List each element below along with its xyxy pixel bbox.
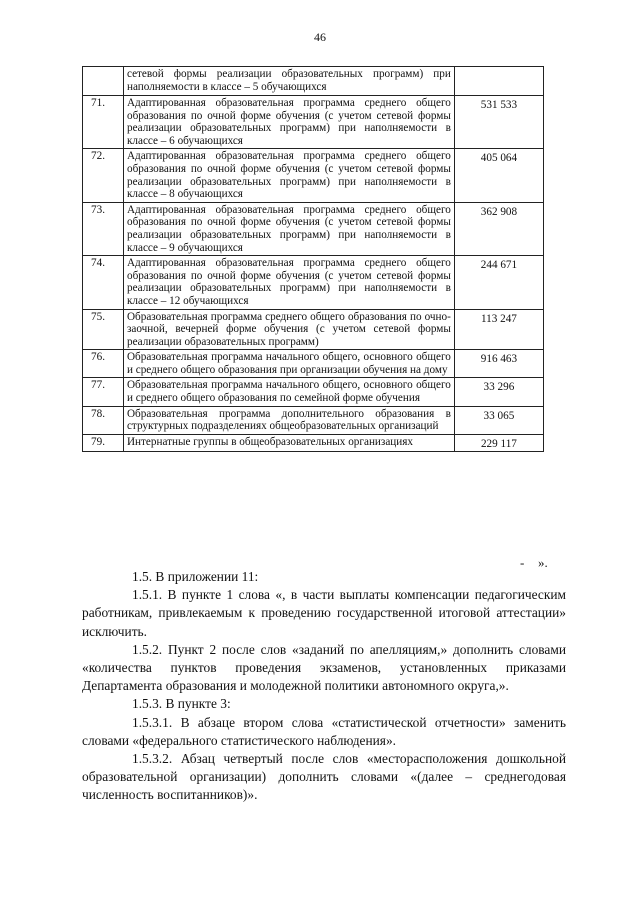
row-value: 405 064 [454,149,543,202]
table-row [83,350,544,378]
closing-quote: ». [538,555,548,570]
paragraph-1-5: 1.5. В приложении 11: [132,569,259,584]
row-description: Адаптированная образовательная программа среднего общего образования по очной форме обучения (с учетом сетевой формы реализации образовательных программ) при наполняемости в классе – 12 обучающихся [123,256,454,309]
row-number [83,67,124,96]
paragraph-1-5-3-2: 1.5.3.2. Абзац четвертый после слов «месторасположения дошкольной образовательной организации) дополнить словами «(далее – среднегодовая численность воспитанников)». [82,751,566,803]
page-number: 46 [314,30,326,44]
row-value: 113 247 [454,309,543,350]
row-description: Образовательная программа дополнительного образования в структурных подразделениях общеобразовательных организаций [123,406,454,434]
amendment-text [82,568,566,805]
table-row [83,149,544,202]
row-description: Образовательная программа среднего общего образования по очно-заочной, вечерней форме обучения (с учетом сетевой формы реализации образовательных программ) [123,309,454,350]
row-number: 77. [83,378,124,406]
paragraph-1-5-3: 1.5.3. В пункте 3: [132,696,231,712]
paragraph-1-5-3-1: 1.5.3.1. В абзаце втором слова «статистической отчетности» заменить словами «федерального статистического наблюдения». [82,714,566,748]
row-number: 79. [83,434,124,452]
table-row [83,96,544,149]
row-number: 75. [83,309,124,350]
paragraph-1-5-1: 1.5.1. В пункте 1 слова «, в части выплаты компенсации педагогическим работникам, привлекаемым к проведению государственной итоговой аттестации» исключить. [82,587,566,639]
row-description: Адаптированная образовательная программа среднего общего образования по очной форме обучения (с учетом сетевой формы реализации образовательных программ) при наполняемости в классе – 6 обучающихся [123,96,454,149]
row-value: 244 671 [454,256,543,309]
row-number: 72. [83,149,124,202]
row-value [454,67,543,96]
row-description: сетевой формы реализации образовательных программ) при наполняемости в классе – 5 обучающихся [123,67,454,96]
table-row [83,256,544,309]
table-row [83,67,544,96]
row-value: 33 296 [454,378,543,406]
paragraph-1-5-2: 1.5.2. Пункт 2 после слов «заданий по апелляциям,» дополнить словами «количества пунктов проведения экзаменов, установленных приказами Департамента образования и молодежной политики автономного округа,». [82,641,566,694]
tick-mark: - [520,555,525,570]
table-row [83,202,544,255]
row-description: Образовательная программа начального общего, основного общего и среднего общего образования при организации обучения на дому [123,350,454,378]
row-value: 229 117 [454,434,543,452]
row-description: Образовательная программа начального общего, основного общего и среднего общего образования по семейной форме обучения [123,378,454,406]
row-value: 33 065 [454,406,543,434]
row-number: 76. [83,350,124,378]
row-number: 71. [83,96,124,149]
row-description: Адаптированная образовательная программа среднего общего образования по очной форме обучения (с учетом сетевой формы реализации образовательных программ) при наполняемости в классе – 9 обучающихся [123,202,454,255]
row-description: Адаптированная образовательная программа среднего общего образования по очной форме обучения (с учетом сетевой формы реализации образовательных программ) при наполняемости в классе – 8 обучающихся [123,149,454,202]
table-row [83,378,544,406]
row-value: 916 463 [454,350,543,378]
row-value: 531 533 [454,96,543,149]
row-number: 78. [83,406,124,434]
row-number: 73. [83,202,124,255]
row-number: 74. [83,256,124,309]
row-value: 362 908 [454,202,543,255]
funding-table [82,66,544,452]
table-row [83,406,544,434]
table-row [83,434,544,452]
table-row [83,309,544,350]
row-description: Интернатные группы в общеобразовательных организациях [123,434,454,452]
